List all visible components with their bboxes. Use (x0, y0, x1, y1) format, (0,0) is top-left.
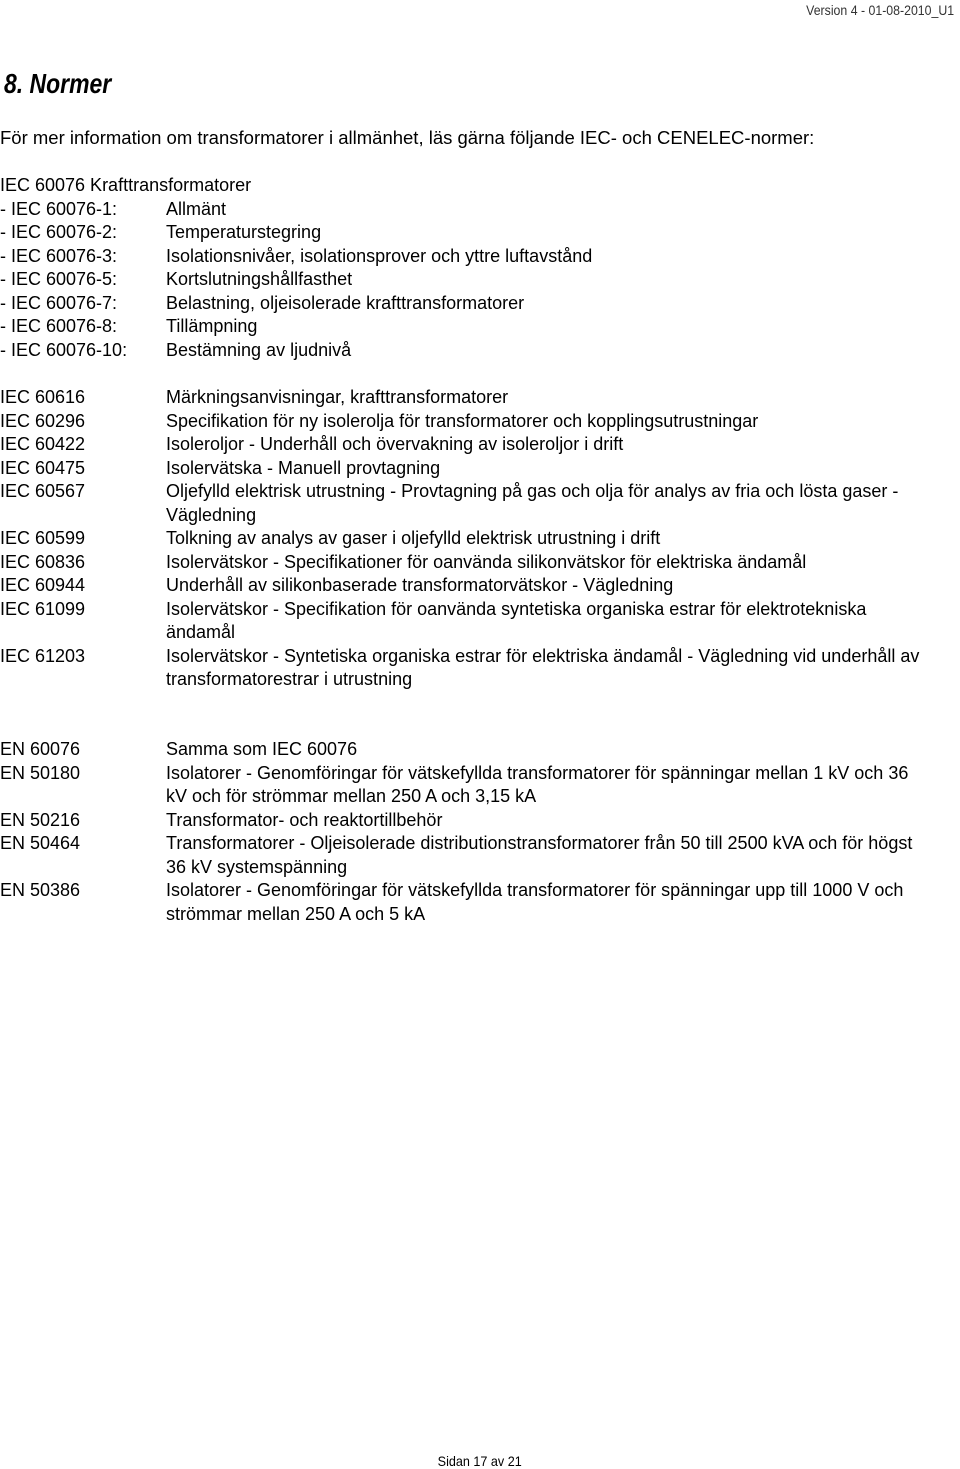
standard-description: Isolervätskor - Syntetiska organiska estrar för elektriska ändamål - Vägledning vid underhåll av transformatorestrar i utrustning (166, 645, 920, 689)
standard-code: EN 50464 (0, 833, 81, 853)
intro-text: För mer information om transformatorer i allmänhet, läs gärna följande IEC- och CENELEC-normer: (0, 127, 815, 148)
standard-code: EN 50216 (0, 809, 81, 830)
standard-row (0, 738, 930, 762)
standard-code: IEC 60567 (0, 481, 86, 501)
standard-description: Oljefylld elektrisk utrustning - Provtagning på gas och olja för analys av fria och lösta gaser - Vägledning (166, 481, 899, 525)
standard-code: - IEC 60076-8: (0, 316, 118, 336)
standard-description: Belastning, oljeisolerade krafttransformatorer (166, 292, 525, 313)
standard-code: IEC 61099 (0, 598, 86, 619)
standard-row (0, 315, 930, 339)
standard-description: Transformatorer - Oljeisolerade distributionstransformatorer från 50 till 2500 kVA och för högst 36 kV systemspänning (166, 833, 913, 877)
standard-row (0, 386, 930, 410)
standard-code: IEC 60599 (0, 528, 86, 548)
standard-row (0, 292, 930, 316)
standard-row (0, 198, 930, 222)
iec60076-section (0, 174, 930, 362)
standard-row (0, 221, 930, 245)
standard-row (0, 410, 930, 434)
standard-description: Specifikation för ny isolerolja för transformatorer och kopplingsutrustningar (166, 410, 759, 431)
standard-code: - IEC 60076-7: (0, 292, 118, 313)
section-title: 8. Normer (4, 68, 112, 99)
standard-description: Isolervätskor - Specifikationer för oanvända silikonvätskor för elektriska ändamål (166, 551, 807, 572)
version-label: Version 4 - 01-08-2010_U1 (806, 2, 954, 18)
standard-description: Märkningsanvisningar, krafttransformatorer (166, 387, 509, 407)
standard-description: Tolkning av analys av gaser i oljefylld elektrisk utrustning i drift (166, 528, 661, 548)
standard-code: - IEC 60076-1: (0, 198, 118, 219)
standard-code: EN 50180 (0, 762, 81, 783)
standard-description: Bestämning av ljudnivå (166, 339, 352, 360)
standard-code: IEC 60422 (0, 434, 86, 454)
standard-row (0, 527, 930, 551)
iec-standards-section (0, 386, 930, 692)
standard-row (0, 433, 930, 457)
standard-code: - IEC 60076-5: (0, 269, 118, 289)
standard-row (0, 339, 930, 363)
standard-description: Tillämpning (166, 316, 258, 336)
en-standards-section (0, 738, 930, 926)
standard-description: Temperaturstegring (166, 222, 322, 242)
standard-row (0, 809, 930, 833)
page-number: Sidan 17 av 21 (437, 1453, 523, 1469)
standard-code: IEC 60475 (0, 457, 86, 478)
iec60076-heading: IEC 60076 Krafttransformatorer (0, 175, 252, 195)
standard-description: Isolationsnivåer, isolationsprover och yttre luftavstånd (166, 245, 593, 266)
standard-row (0, 762, 930, 809)
standard-row (0, 832, 930, 879)
standard-row (0, 551, 930, 575)
standard-code: IEC 60944 (0, 575, 86, 595)
standard-code: EN 60076 (0, 739, 81, 759)
standard-row (0, 457, 930, 481)
standard-description: Transformator- och reaktortillbehör (166, 809, 443, 830)
standard-description: Isolervätska - Manuell provtagning (166, 457, 441, 478)
standard-description: Isolatorer - Genomföringar för vätskefyllda transformatorer för spänningar upp till 1000 V och strömmar mellan 250 A och 5 kA (166, 880, 904, 924)
standard-row (0, 480, 930, 527)
standard-code: IEC 60616 (0, 387, 86, 407)
standard-description: Isolervätskor - Specifikation för oanvända syntetiska organiska estrar för elektrotekniska ändamål (166, 598, 867, 642)
standard-code: - IEC 60076-3: (0, 245, 118, 266)
page-footer (0, 1453, 960, 1469)
standard-description: Isoleroljor - Underhåll och övervakning av isoleroljor i drift (166, 434, 624, 454)
standard-row (0, 598, 930, 645)
standard-code: IEC 60836 (0, 551, 86, 572)
standard-description: Underhåll av silikonbaserade transformatorvätskor - Vägledning (166, 575, 674, 595)
standard-description: Kortslutningshållfasthet (166, 269, 353, 289)
standard-row (0, 879, 930, 926)
standard-row (0, 645, 930, 692)
standard-code: IEC 61203 (0, 645, 86, 666)
standard-row (0, 574, 930, 598)
standard-description: Allmänt (166, 198, 227, 219)
standard-code: - IEC 60076-10: (0, 339, 128, 360)
standard-code: IEC 60296 (0, 410, 86, 431)
standard-row (0, 268, 930, 292)
standard-code: - IEC 60076-2: (0, 222, 118, 242)
standard-description: Samma som IEC 60076 (166, 739, 358, 759)
standard-row (0, 245, 930, 269)
standard-description: Isolatorer - Genomföringar för vätskefyllda transformatorer för spänningar mellan 1 kV och 36 kV och för strömmar mellan 250 A och 3,15 kA (166, 762, 909, 806)
standard-code: EN 50386 (0, 880, 81, 900)
